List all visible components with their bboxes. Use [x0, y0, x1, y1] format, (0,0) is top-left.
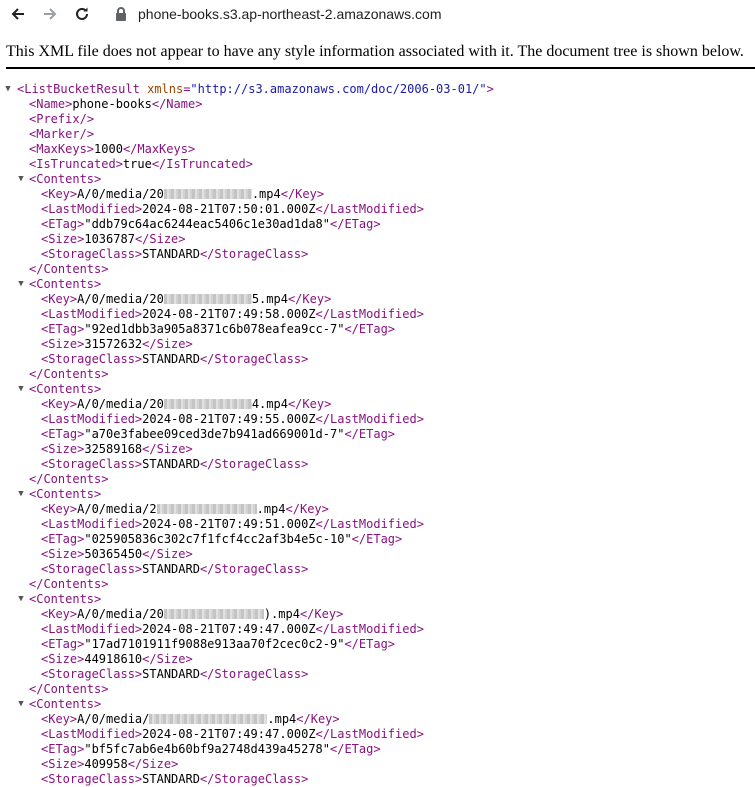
xml-lastmodified-element: <LastModified>2024-08-21T07:50:01.000Z</LastModified> — [41, 202, 424, 216]
xml-contents-open: ▼ <Contents> — [6, 172, 751, 187]
xml-istruncated-element: <IsTruncated>true</IsTruncated> — [29, 157, 253, 171]
collapse-triangle-icon[interactable]: ▼ — [5, 84, 11, 94]
xml-marker-element: <Marker/> — [29, 127, 95, 141]
xml-contents-open: ▼ <Contents> — [6, 382, 751, 397]
xml-contents-open: ▼ <Contents> — [6, 487, 751, 502]
xml-contents-close: </Contents> — [29, 682, 109, 696]
xml-lastmodified-element: <LastModified>2024-08-21T07:49:58.000Z</LastModified> — [41, 307, 424, 321]
xml-key-element: <Key>A/0/media/20 5.mp4</Key> — [41, 292, 332, 306]
xml-contents-close: </Contents> — [29, 577, 109, 591]
xml-contents-open: ▼ <Contents> — [6, 277, 751, 292]
browser-toolbar — [0, 0, 755, 28]
redacted-text — [164, 189, 252, 199]
xml-etag-element: <ETag>"ddb79c64ac6244eac5406c1e30ad1da8"</ETag> — [41, 217, 381, 231]
redacted-text — [164, 399, 252, 409]
xml-lastmodified-element: <LastModified>2024-08-21T07:49:47.000Z</LastModified> — [41, 622, 424, 636]
collapse-triangle-icon[interactable]: ▼ — [18, 174, 24, 184]
redacted-text — [149, 714, 267, 724]
xml-storageclass-element: <StorageClass>STANDARD</StorageClass> — [41, 772, 309, 786]
collapse-triangle-icon[interactable]: ▼ — [18, 384, 24, 394]
xml-contents-close: </Contents> — [29, 262, 109, 276]
xml-storageclass-element: <StorageClass>STANDARD</StorageClass> — [41, 352, 309, 366]
xml-storageclass-element: <StorageClass>STANDARD</StorageClass> — [41, 457, 309, 471]
xml-prefix-element: <Prefix/> — [29, 112, 95, 126]
collapse-triangle-icon[interactable]: ▼ — [18, 699, 24, 709]
xml-key-element: <Key>A/0/media/20 4.mp4</Key> — [41, 397, 332, 411]
xml-etag-element: <ETag>"92ed1dbb3a905a8371c6b078eafea9cc-7"</ETag> — [41, 322, 396, 336]
xml-etag-element: <ETag>"025905836c302c7f1fcf4cc2af3b4e5c-10"</ETag> — [41, 532, 403, 546]
address-bar-url[interactable]: phone-books.s3.ap-northeast-2.amazonaws.com — [138, 6, 442, 22]
xml-etag-element: <ETag>"17ad7101911f9088e913aa70f2cec0c2-9"</ETag> — [41, 637, 396, 651]
xml-size-element: <Size>50365450</Size> — [41, 547, 193, 561]
xml-key-element: <Key>A/0/media/2 .mp4</Key> — [41, 502, 329, 516]
xml-style-notice: This XML file does not appear to have any style information associated with it. The document tree is shown below. — [6, 43, 744, 60]
xml-maxkeys-element: <MaxKeys>1000</MaxKeys> — [29, 142, 196, 156]
xml-etag-element: <ETag>"a70e3fabee09ced3de7b941ad669001d-7"</ETag> — [41, 427, 396, 441]
xml-size-element: <Size>31572632</Size> — [41, 337, 193, 351]
collapse-triangle-icon[interactable]: ▼ — [18, 489, 24, 499]
redacted-text — [157, 504, 257, 514]
xml-contents-close: </Contents> — [29, 367, 109, 381]
xml-etag-element: <ETag>"bf5fc7ab6e4b60bf9a2748d439a45278"</ETag> — [41, 742, 381, 756]
xml-key-element: <Key>A/0/media/20 ).mp4</Key> — [41, 607, 344, 621]
xml-key-element: <Key>A/0/media/ .mp4</Key> — [41, 712, 340, 726]
xml-size-element: <Size>32589168</Size> — [41, 442, 193, 456]
xml-tree — [6, 82, 751, 787]
redacted-text — [164, 294, 252, 304]
collapse-triangle-icon[interactable]: ▼ — [18, 279, 24, 289]
reload-button[interactable] — [70, 2, 94, 26]
reload-icon — [74, 6, 90, 22]
xml-lastmodified-element: <LastModified>2024-08-21T07:49:51.000Z</LastModified> — [41, 517, 424, 531]
xml-lastmodified-element: <LastModified>2024-08-21T07:49:47.000Z</LastModified> — [41, 727, 424, 741]
xml-storageclass-element: <StorageClass>STANDARD</StorageClass> — [41, 667, 309, 681]
xml-size-element: <Size>44918610</Size> — [41, 652, 193, 666]
back-button[interactable] — [6, 2, 30, 26]
xml-name-element: <Name>phone-books</Name> — [29, 97, 203, 111]
xml-contents-close: </Contents> — [29, 472, 109, 486]
xml-key-element: <Key>A/0/media/20 .mp4</Key> — [41, 187, 325, 201]
xml-contents-open: ▼ <Contents> — [6, 592, 751, 607]
xml-size-element: <Size>1036787</Size> — [41, 232, 186, 246]
lock-icon[interactable] — [114, 6, 128, 22]
forward-arrow-icon — [42, 6, 58, 22]
xml-contents-open: ▼ <Contents> — [6, 697, 751, 712]
redacted-text — [164, 609, 264, 619]
collapse-triangle-icon[interactable]: ▼ — [18, 594, 24, 604]
xml-root-open: ▼ <ListBucketResult xmlns="http://s3.amazonaws.com/doc/2006-03-01/"> — [6, 82, 751, 97]
forward-button[interactable] — [38, 2, 62, 26]
xml-storageclass-element: <StorageClass>STANDARD</StorageClass> — [41, 247, 309, 261]
xml-lastmodified-element: <LastModified>2024-08-21T07:49:55.000Z</LastModified> — [41, 412, 424, 426]
divider — [6, 67, 755, 69]
xml-size-element: <Size>409958</Size> — [41, 757, 179, 771]
xml-storageclass-element: <StorageClass>STANDARD</StorageClass> — [41, 562, 309, 576]
back-arrow-icon — [10, 6, 26, 22]
